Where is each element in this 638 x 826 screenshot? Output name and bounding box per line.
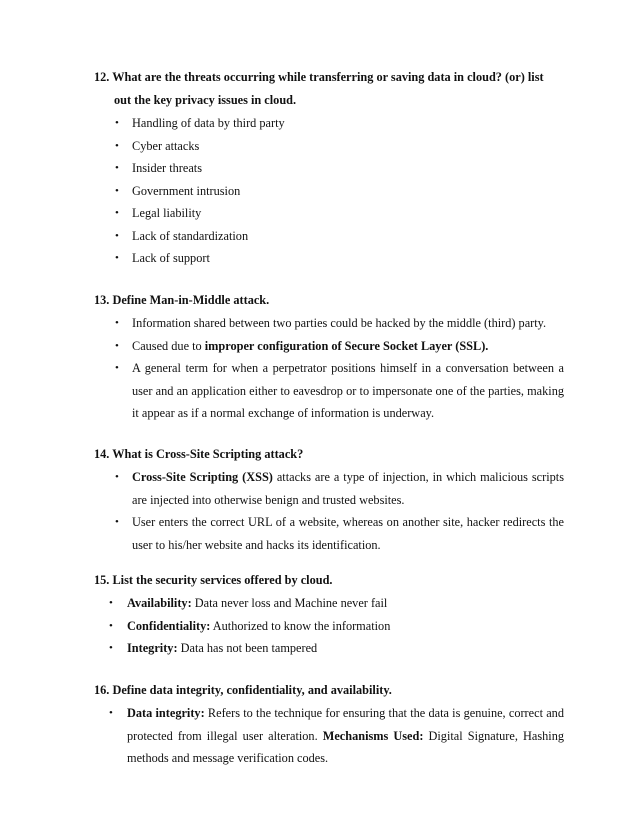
question-16-title: 16. Define data integrity, confidentiality, and availability. bbox=[94, 683, 392, 697]
list-item-text: A general term for when a perpetrator positions himself in a conversation between a user and an application either to eavesdrop or to impersonate one of the parties, making it appear as if a normal exchange of information is underway. bbox=[132, 361, 564, 420]
bullet-icon: • bbox=[109, 707, 113, 719]
list-item-text: Legal liability bbox=[132, 206, 202, 220]
bold-term: Integrity: bbox=[127, 641, 178, 655]
list-item-text: attacks are a type of injection, in which malicious scripts are injected into otherwise benign and trusted websites. bbox=[132, 470, 564, 507]
bold-term: Confidentiality: bbox=[127, 618, 211, 633]
bullet-icon: • bbox=[115, 317, 119, 329]
bullet-icon: • bbox=[115, 362, 119, 374]
list-item bbox=[94, 202, 564, 225]
bold-term: Cross-Site Scripting (XSS) bbox=[132, 470, 273, 484]
list-item-text: Refers to the technique for ensuring that the data is genuine, correct and protected from illegal user alteration. bbox=[127, 706, 564, 743]
question-14 bbox=[94, 443, 564, 556]
list-item bbox=[94, 135, 564, 158]
bold-term: Mechanisms Used: bbox=[322, 728, 424, 743]
question-14-title: 14. What is Cross-Site Scripting attack? bbox=[94, 447, 304, 461]
list-item-text: Information shared between two parties could be hacked by the middle (third) party. bbox=[132, 316, 547, 330]
list-item bbox=[94, 637, 564, 660]
bold-term: Availability: bbox=[127, 596, 192, 610]
list-item-text: Digital Signature, Hashing methods and message verification codes. bbox=[127, 728, 564, 765]
list-item-text: Government intrusion bbox=[132, 183, 241, 198]
question-12-list bbox=[94, 112, 564, 270]
question-14-list bbox=[94, 466, 564, 556]
bullet-icon: • bbox=[115, 117, 119, 129]
list-item bbox=[94, 112, 564, 135]
list-item-text: Lack of standardization bbox=[132, 228, 249, 243]
bold-term: improper configuration of Secure Socket Layer (SSL). bbox=[204, 338, 489, 353]
list-item-text: Lack of support bbox=[132, 251, 210, 265]
question-13-title: 13. Define Man-in-Middle attack. bbox=[94, 293, 270, 307]
question-15-list bbox=[94, 592, 564, 660]
bullet-icon: • bbox=[109, 642, 113, 654]
bullet-icon: • bbox=[115, 184, 119, 197]
bullet-icon: • bbox=[115, 471, 119, 483]
list-item bbox=[94, 615, 564, 638]
list-item-text: User enters the correct URL of a website, whereas on another site, hacker redirects the user to his/her website and hacks its identification. bbox=[132, 515, 564, 552]
list-item bbox=[94, 335, 564, 358]
bullet-icon: • bbox=[109, 597, 113, 609]
list-item bbox=[94, 357, 564, 425]
list-item-text: Authorized to know the information bbox=[210, 618, 391, 633]
question-12-title bbox=[94, 66, 564, 112]
list-item-text: Cyber attacks bbox=[132, 138, 200, 153]
list-item-text: Data has not been tampered bbox=[177, 641, 318, 655]
list-item-text: Handling of data by third party bbox=[132, 116, 285, 130]
list-item bbox=[94, 312, 564, 335]
bullet-icon: • bbox=[115, 339, 119, 352]
list-item-text: Data never loss and Machine never fail bbox=[191, 596, 388, 610]
question-15 bbox=[94, 569, 564, 660]
question-13-list bbox=[94, 312, 564, 425]
list-item bbox=[94, 180, 564, 203]
list-item bbox=[94, 702, 564, 770]
list-item bbox=[94, 157, 564, 180]
list-item-text: Insider threats bbox=[132, 161, 202, 175]
question-12-title-line1: 12. What are the threats occurring while transferring or saving data in cloud? (or) list bbox=[94, 70, 544, 84]
question-12 bbox=[94, 66, 564, 270]
list-item-text: Caused due to bbox=[132, 338, 205, 353]
bullet-icon: • bbox=[115, 516, 119, 528]
question-12-title-line2: out the key privacy issues in cloud. bbox=[114, 93, 297, 107]
bullet-icon: • bbox=[115, 139, 119, 152]
question-16 bbox=[94, 679, 564, 770]
list-item bbox=[94, 511, 564, 556]
question-16-list bbox=[94, 702, 564, 770]
list-item bbox=[94, 466, 564, 511]
list-item bbox=[94, 592, 564, 615]
bullet-icon: • bbox=[115, 162, 119, 174]
bullet-icon: • bbox=[109, 619, 113, 632]
bullet-icon: • bbox=[115, 252, 119, 264]
list-item bbox=[94, 247, 564, 270]
list-item bbox=[94, 225, 564, 248]
question-13 bbox=[94, 289, 564, 425]
bullet-icon: • bbox=[115, 229, 119, 242]
bullet-icon: • bbox=[115, 207, 119, 219]
bold-term: Data integrity: bbox=[127, 706, 205, 720]
question-15-title: 15. List the security services offered by cloud. bbox=[94, 573, 333, 587]
